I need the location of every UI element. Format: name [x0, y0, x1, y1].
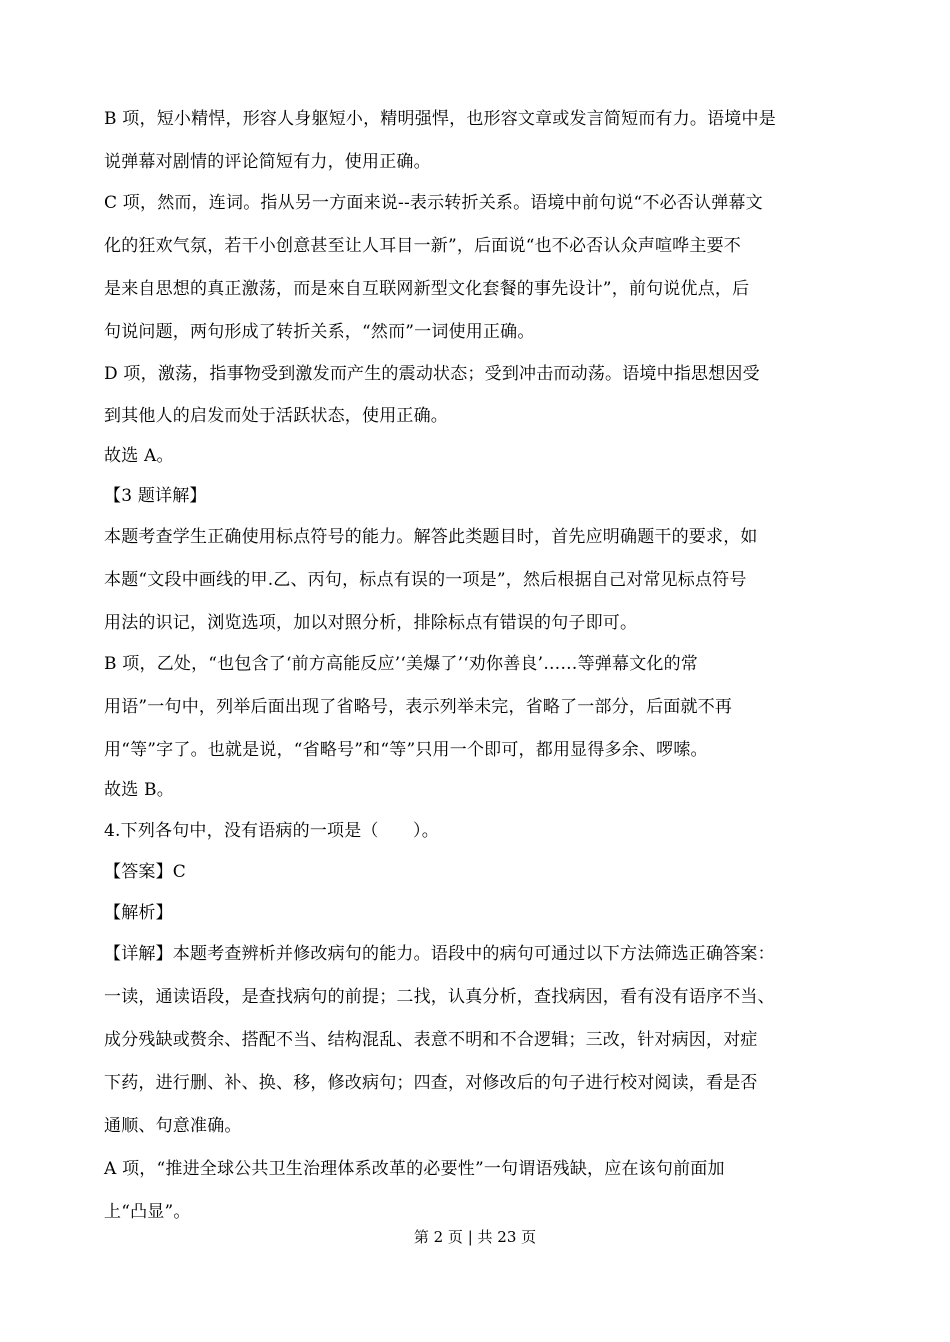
- text-line: B 项，短小精悍，形容人身躯短小，精明强悍，也形容文章或发言简短而有力。语境中是: [104, 109, 776, 129]
- text-line: 下药，进行删、补、换、移，修改病句；四查，对修改后的句子进行校对阅读，看是否: [104, 1073, 758, 1093]
- text-line: 成分残缺或赘余、搭配不当、结构混乱、表意不明和不合逻辑；三改，针对病因，对症: [104, 1030, 758, 1050]
- question-title: 4.下列各句中，没有语病的一项是（ ）。: [104, 821, 439, 841]
- text-line: A 项，“推进全球公共卫生治理体系改革的必要性”一句谓语残缺，应在该句前面加: [104, 1159, 725, 1179]
- text-line: 本题“文段中画线的甲.乙、丙句，标点有误的一项是”，然后根据自己对常见标点符号: [104, 570, 747, 590]
- text-line: 用法的识记，浏览选项，加以对照分析，排除标点有错误的句子即可。: [104, 613, 638, 633]
- text-line: 故选 B。: [104, 780, 174, 800]
- text-line: 是来自思想的真正激荡，而是來自互联网新型文化套餐的事先设计”，前句说优点，后: [104, 279, 750, 299]
- text-line: 【详解】本题考查辨析并修改病句的能力。语段中的病句可通过以下方法筛选正确答案：: [104, 944, 775, 964]
- text-line: 上“凸显”。: [104, 1202, 191, 1222]
- text-line: B 项，乙处，“也包含了‘前方高能反应’‘美爆了’‘劝你善良’……等弹幕文化的常: [104, 654, 699, 674]
- section-heading: 【3 题详解】: [104, 486, 207, 506]
- text-line: 化的狂欢气氛，若干小创意甚至让人耳目一新”，后面说“也不必否认众声喧哗主要不: [104, 236, 741, 256]
- text-line: 本题考查学生正确使用标点符号的能力。解答此类题目时，首先应明确题干的要求，如: [104, 527, 758, 547]
- text-line: 说弹幕对剧情的评论简短有力，使用正确。: [104, 152, 431, 172]
- text-line: 用“等”字了。也就是说，“省略号”和“等”只用一个即可，都用显得多余、啰嗦。: [104, 740, 708, 760]
- text-line: 句说问题，两句形成了转折关系，“然而”一词使用正确。: [104, 322, 535, 342]
- page-footer: 第 2 页 | 共 23 页: [413, 1228, 537, 1246]
- text-line: 通顺、句意准确。: [104, 1116, 242, 1136]
- text-line: C 项，然而，连词。指从另一方面来说--表示转折关系。语境中前句说“不必否认弹幕文: [104, 193, 763, 213]
- text-line: 一读，通读语段，是查找病句的前提；二找，认真分析，查找病因，看有没有语序不当、: [104, 987, 775, 1007]
- analysis-label: 【解析】: [104, 903, 173, 923]
- answer-label: 【答案】C: [104, 862, 187, 882]
- text-line: 到其他人的启发而处于活跃状态，使用正确。: [104, 406, 448, 426]
- text-line: 用语”一句中，列举后面出现了省略号，表示列举未完，省略了一部分，后面就不再: [104, 697, 733, 717]
- text-line: D 项，激荡，指事物受到激发而产生的震动状态；受到冲击而动荡。语境中指思想因受: [104, 364, 760, 384]
- text-line: 故选 A。: [104, 446, 174, 466]
